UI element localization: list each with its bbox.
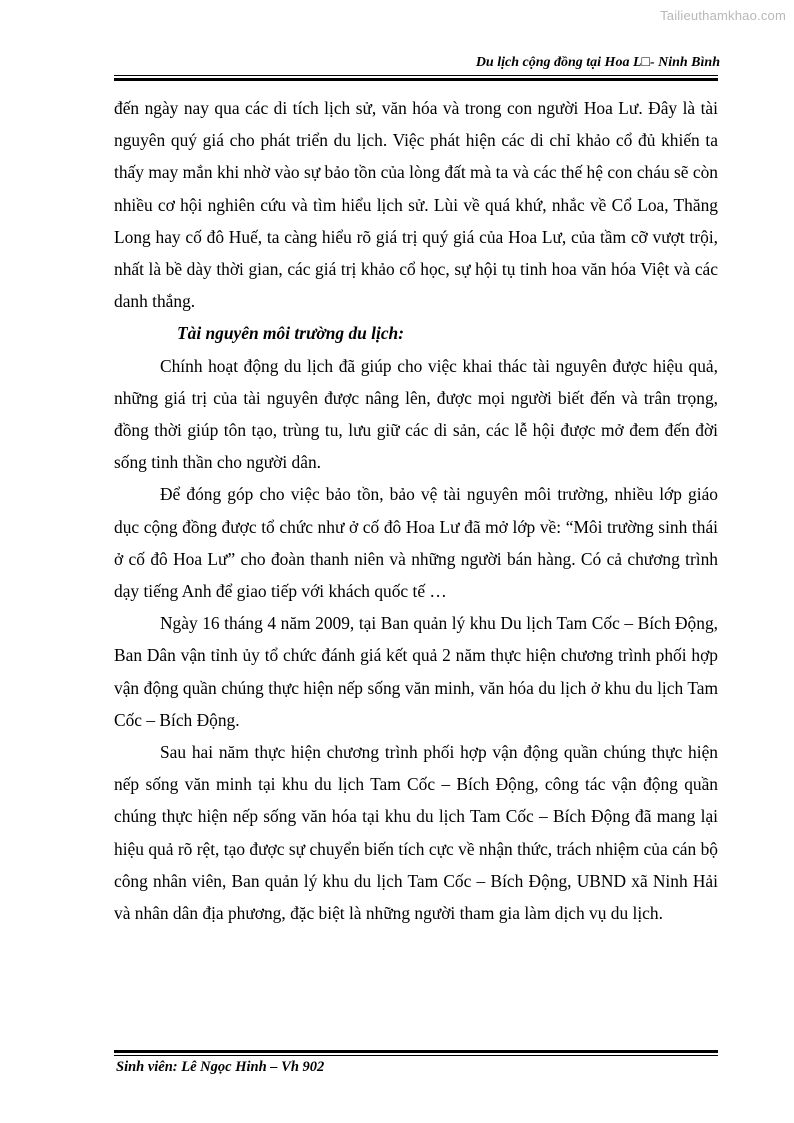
body-text bbox=[114, 92, 718, 929]
running-header: Du lịch cộng đồng tại Hoa L□- Ninh Bình bbox=[475, 55, 720, 70]
section-subheading: Tài nguyên môi trường du lịch: bbox=[177, 323, 405, 344]
paragraph-1: đến ngày nay qua các di tích lịch sử, văn hóa và trong con người Hoa Lư. Đây là tài nguyên quý giá cho phát triển du lịch. Việc phát hiện các di chỉ khảo cổ đủ khiến ta thấy may mắn khi nhờ vào sự bảo tồn của lòng đất mà ta và các thế hệ con cháu sẽ còn nhiều cơ hội nghiên cứu và tìm hiểu lịch sử. Lùi về quá khứ, nhắc về Cổ Loa, Thăng Long hay cố đô Huế, ta càng hiểu rõ giá trị quý giá của Hoa Lư, của tầm cỡ vượt trội, nhất là bề dày thời gian, các giá trị khảo cổ học, sự hội tụ tinh hoa văn hóa Việt và các danh thắng. bbox=[114, 98, 718, 312]
running-footer: Sinh viên: Lê Ngọc Hinh – Vh 902 bbox=[116, 1059, 325, 1075]
paragraph-5: Sau hai năm thực hiện chương trình phối hợp vận động quần chúng thực hiện nếp sống văn minh tại khu du lịch Tam Cốc – Bích Động, công tác vận động quần chúng thực hiện nếp sống văn hóa tại khu du lịch Tam Cốc – Bích Động đã mang lại hiệu quả rõ rệt, tạo được sự chuyển biến tích cực về nhận thức, trách nhiệm của cán bộ công nhân viên, Ban quản lý khu du lịch Tam Cốc – Bích Động, UBND xã Ninh Hải và nhân dân địa phương, đặc biệt là những người tham gia làm dịch vụ du lịch. bbox=[114, 742, 718, 924]
paragraph-4: Ngày 16 tháng 4 năm 2009, tại Ban quản lý khu Du lịch Tam Cốc – Bích Động, Ban Dân vận tỉnh ủy tổ chức đánh giá kết quả 2 năm thực hiện chương trình phối hợp vận động quần chúng thực hiện nếp sống văn minh, văn hóa du lịch ở khu du lịch Tam Cốc – Bích Động. bbox=[114, 613, 718, 730]
footer-divider bbox=[114, 1050, 718, 1056]
paragraph-2: Chính hoạt động du lịch đã giúp cho việc khai thác tài nguyên được hiệu quả, những giá trị của tài nguyên được nâng lên, được mọi người biết đến và trân trọng, đồng thời giúp tôn tạo, trùng tu, lưu giữ các di sản, các lễ hội được mở đem đến đời sống tinh thần cho người dân. bbox=[114, 355, 718, 473]
header-divider bbox=[114, 75, 718, 81]
watermark: Tailieuthamkhao.com bbox=[660, 8, 786, 23]
paragraph-3: Để đóng góp cho việc bảo tồn, bảo vệ tài nguyên môi trường, nhiều lớp giáo dục cộng đồng được tổ chức như ở cố đô Hoa Lư đã mở lớp về: “Môi trường sinh thái ở cố đô Hoa Lư” cho đoàn thanh niên và những người bán hàng. Có cả chương trình dạy tiếng Anh để giao tiếp với khách quốc tế … bbox=[114, 484, 718, 602]
